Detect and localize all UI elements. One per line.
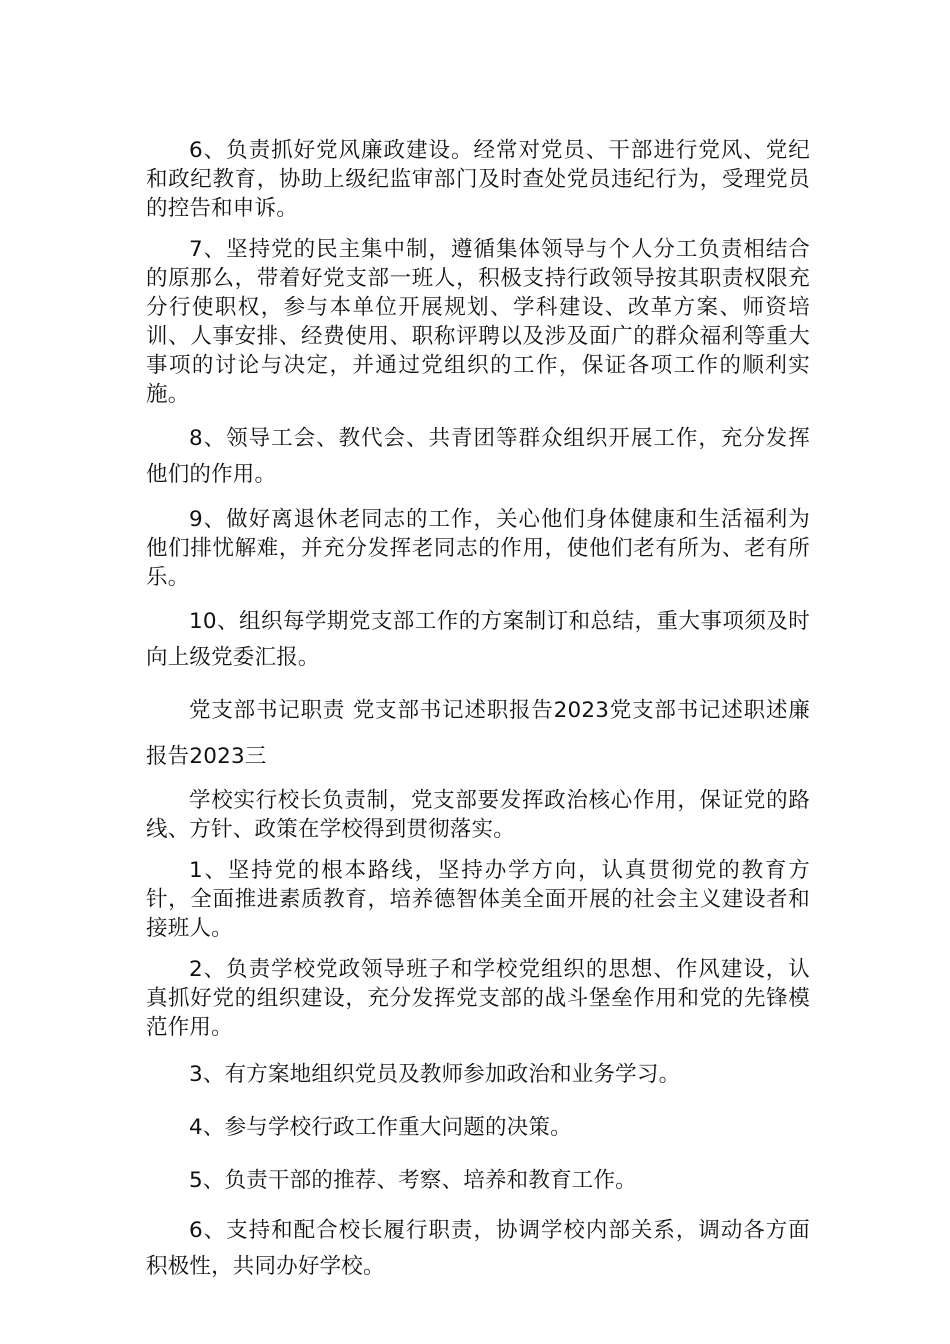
paragraph-item-2: 2、负责学校党政领导班子和学校党组织的思想、作风建设，认真抓好党的组织建设，充分发挥党支部的战斗堡垒作用和党的先锋模范作用。 <box>146 957 810 1040</box>
paragraph-duty-8-mass-organizations: 8、领导工会、教代会、共青团等群众组织开展工作，充分发挥他们的作用。 <box>146 426 810 487</box>
section-title: 党支部书记职责 党支部书记述职报告2023党支部书记述职述廉报告2023三 <box>146 698 810 769</box>
paragraph-item-5: 5、负责干部的推荐、考察、培养和教育工作。 <box>189 1168 637 1193</box>
document-body <box>146 130 810 1291</box>
paragraph-item-3: 3、有方案地组织党员及教师参加政治和业务学习。 <box>189 1062 681 1087</box>
paragraph-item-6: 6、支持和配合校长履行职责，协调学校内部关系，调动各方面积极性，共同办好学校。 <box>146 1218 810 1279</box>
paragraph-item-4: 4、参与学校行政工作重大问题的决策。 <box>189 1115 572 1140</box>
paragraph-item-1: 1、坚持党的根本路线，坚持办学方向，认真贯彻党的教育方针，全面推进素质教育，培养德智体美全面开展的社会主义建设者和接班人。 <box>146 858 810 941</box>
paragraph-intro: 学校实行校长负责制，党支部要发挥政治核心作用，保证党的路线、方针、政策在学校得到贯彻落实。 <box>146 788 810 842</box>
paragraph-duty-10-planning: 10、组织每学期党支部工作的方案制订和总结，重大事项须及时向上级党委汇报。 <box>146 609 810 670</box>
paragraph-duty-9-retirees: 9、做好离退休老同志的工作，关心他们身体健康和生活福利为他们排忧解难，并充分发挥老同志的作用，使他们老有所为、老有所乐。 <box>146 507 810 590</box>
paragraph-duty-6-party-conduct: 6、负责抓好党风廉政建设。经常对党员、干部进行党风、党纪和政纪教育，协助上级纪监审部门及时查处党员违纪行为，受理党员的控告和申诉。 <box>146 138 810 221</box>
paragraph-duty-7-democratic-centralism: 7、坚持党的民主集中制，遵循集体领导与个人分工负责相结合的原那么，带着好党支部一班人，积极支持行政领导按其职责权限充分行使职权，参与本单位开展规划、学科建设、改革方案、师资培训、人事安排、经费使用、职称评聘以及涉及面广的群众福利等重大事项的讨论与决定，并通过党组织的工作，保证各项工作的顺利实施。 <box>146 237 810 407</box>
